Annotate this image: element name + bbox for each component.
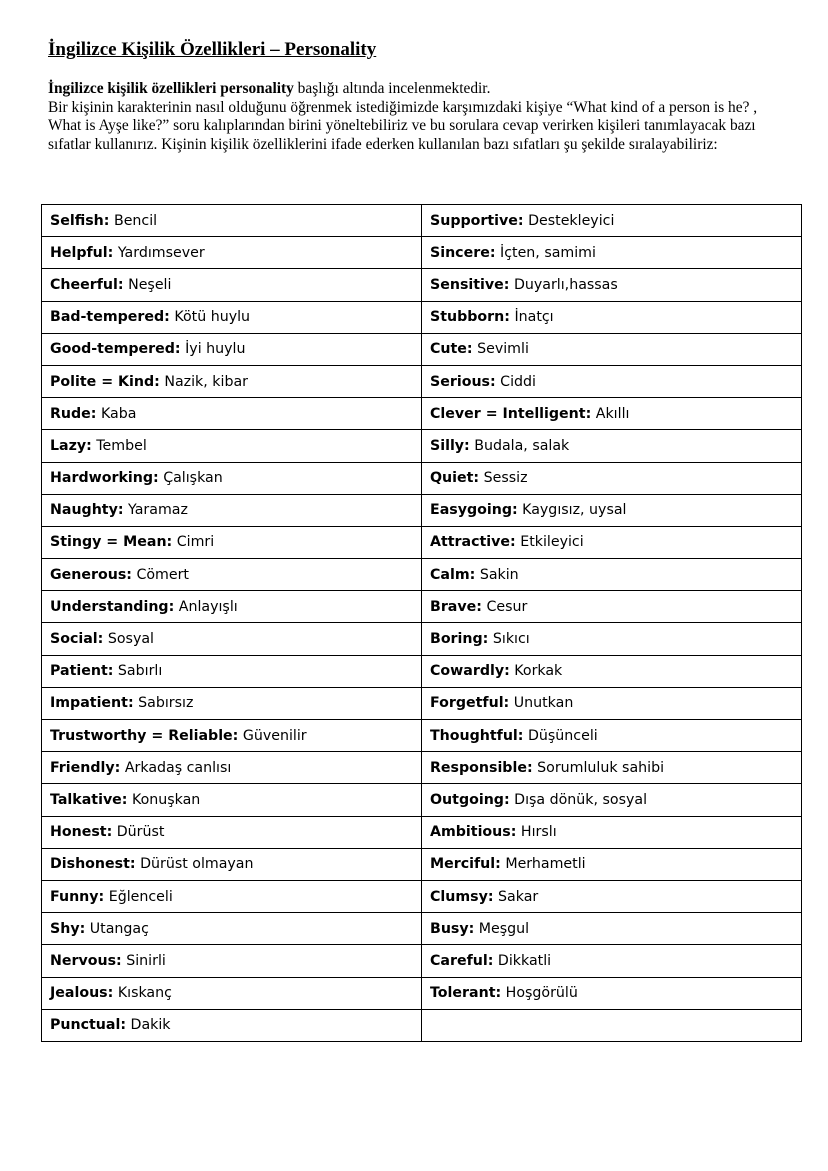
table-row xyxy=(42,430,802,462)
trait-meaning: Sabırlı xyxy=(113,663,163,680)
table-row xyxy=(42,301,802,333)
trait-meaning: İyi huylu xyxy=(180,341,246,358)
table-row xyxy=(42,848,802,880)
trait-term: Silly: xyxy=(430,437,470,454)
trait-cell xyxy=(42,559,422,591)
table-row xyxy=(42,365,802,397)
trait-cell xyxy=(42,205,422,237)
trait-meaning: Dürüst xyxy=(112,824,165,841)
trait-meaning: Utangaç xyxy=(85,920,149,937)
trait-meaning: Güvenilir xyxy=(238,727,307,744)
trait-meaning: Anlayışlı xyxy=(174,598,238,615)
trait-term: Sincere: xyxy=(430,244,496,261)
trait-cell xyxy=(422,365,802,397)
trait-meaning: Dikkatli xyxy=(493,952,552,969)
trait-term: Talkative: xyxy=(50,791,128,808)
trait-term: Ambitious: xyxy=(430,824,517,841)
trait-cell xyxy=(42,623,422,655)
trait-term: Cute: xyxy=(430,341,473,358)
trait-term: Easygoing: xyxy=(430,502,518,519)
trait-meaning: Duyarlı,hassas xyxy=(509,276,618,293)
trait-meaning: Nazik, kibar xyxy=(159,373,248,390)
trait-cell xyxy=(422,494,802,526)
trait-term: Stubborn: xyxy=(430,309,510,326)
trait-cell xyxy=(42,365,422,397)
trait-meaning: Kıskanç xyxy=(113,985,172,1002)
trait-meaning: Konuşkan xyxy=(127,791,201,808)
trait-meaning: Çalışkan xyxy=(158,470,223,487)
table-row xyxy=(42,816,802,848)
trait-term: Calm: xyxy=(430,566,476,583)
trait-term: Attractive: xyxy=(430,534,516,551)
trait-term: Friendly: xyxy=(50,759,121,776)
trait-term: Outgoing: xyxy=(430,791,510,808)
trait-meaning: Meşgul xyxy=(474,920,530,937)
trait-term: Generous: xyxy=(50,566,132,583)
trait-meaning: Kötü huylu xyxy=(169,309,251,326)
trait-term: Helpful: xyxy=(50,244,114,261)
trait-meaning: Yaramaz xyxy=(123,502,188,519)
trait-term: Stingy = Mean: xyxy=(50,534,173,551)
trait-cell xyxy=(42,687,422,719)
trait-term: Hardworking: xyxy=(50,470,159,487)
trait-cell xyxy=(42,720,422,752)
trait-cell xyxy=(422,269,802,301)
table-row xyxy=(42,784,802,816)
trait-term: Forgetful: xyxy=(430,695,510,712)
trait-term: Trustworthy = Reliable: xyxy=(50,727,239,744)
trait-meaning: Hırslı xyxy=(516,824,557,841)
trait-term: Shy: xyxy=(50,920,86,937)
trait-term: Selfish: xyxy=(50,212,110,229)
trait-term: Tolerant: xyxy=(430,985,502,1002)
trait-term: Naughty: xyxy=(50,502,124,519)
trait-term: Jealous: xyxy=(50,985,114,1002)
trait-term: Quiet: xyxy=(430,470,480,487)
trait-meaning: Etkileyici xyxy=(515,534,584,551)
trait-cell xyxy=(422,945,802,977)
trait-meaning: Sakin xyxy=(475,566,519,583)
trait-cell xyxy=(422,913,802,945)
trait-cell xyxy=(422,398,802,430)
page-title: İngilizce Kişilik Özellikleri – Personality xyxy=(48,39,377,60)
trait-term: Lazy: xyxy=(50,437,92,454)
trait-cell xyxy=(42,848,422,880)
table-row xyxy=(42,687,802,719)
trait-cell xyxy=(422,462,802,494)
trait-cell xyxy=(42,945,422,977)
trait-term: Understanding: xyxy=(50,598,175,615)
trait-term: Patient: xyxy=(50,663,114,680)
trait-meaning: Korkak xyxy=(509,663,563,680)
trait-meaning: Dakik xyxy=(126,1017,171,1034)
trait-term: Serious: xyxy=(430,373,496,390)
trait-term: Good-tempered: xyxy=(50,341,181,358)
trait-cell xyxy=(422,430,802,462)
trait-meaning: Akıllı xyxy=(591,405,630,422)
trait-cell xyxy=(422,816,802,848)
trait-cell xyxy=(42,398,422,430)
trait-term: Busy: xyxy=(430,920,475,937)
trait-cell xyxy=(42,752,422,784)
trait-meaning: İçten, samimi xyxy=(495,244,596,261)
trait-meaning: Neşeli xyxy=(123,276,172,293)
table-row xyxy=(42,720,802,752)
table-row xyxy=(42,623,802,655)
trait-cell xyxy=(42,494,422,526)
trait-cell xyxy=(422,559,802,591)
table-row xyxy=(42,977,802,1009)
table-row xyxy=(42,945,802,977)
trait-meaning: Eğlenceli xyxy=(104,888,173,905)
trait-cell xyxy=(42,430,422,462)
trait-term: Boring: xyxy=(430,631,489,648)
trait-meaning: Sorumluluk sahibi xyxy=(532,759,665,776)
trait-meaning: Destekleyici xyxy=(523,212,615,229)
trait-meaning: Hoşgörülü xyxy=(501,985,578,1002)
trait-term: Honest: xyxy=(50,824,113,841)
trait-term: Nervous: xyxy=(50,952,122,969)
table-row xyxy=(42,559,802,591)
trait-term: Thoughtful: xyxy=(430,727,524,744)
trait-cell xyxy=(42,880,422,912)
trait-cell xyxy=(422,655,802,687)
trait-meaning: Cesur xyxy=(481,598,528,615)
trait-term: Polite = Kind: xyxy=(50,373,160,390)
trait-meaning: Sıkıcı xyxy=(488,631,530,648)
trait-meaning: Dürüst olmayan xyxy=(135,856,254,873)
table-row xyxy=(42,205,802,237)
trait-cell xyxy=(422,752,802,784)
table-row xyxy=(42,462,802,494)
trait-cell xyxy=(422,301,802,333)
personality-traits-table xyxy=(41,204,802,1042)
intro-lead-rest: başlığı altında incelenmektedir. xyxy=(293,80,491,97)
trait-cell xyxy=(42,1009,422,1041)
trait-cell xyxy=(422,526,802,558)
trait-cell xyxy=(42,462,422,494)
trait-meaning: Merhametli xyxy=(500,856,586,873)
trait-cell xyxy=(42,333,422,365)
trait-meaning: İnatçı xyxy=(509,309,554,326)
trait-term: Sensitive: xyxy=(430,276,510,293)
trait-cell xyxy=(42,301,422,333)
table-row xyxy=(42,494,802,526)
trait-term: Cheerful: xyxy=(50,276,124,293)
trait-cell xyxy=(42,784,422,816)
trait-meaning: Cimri xyxy=(172,534,215,551)
table-row xyxy=(42,398,802,430)
trait-term: Brave: xyxy=(430,598,482,615)
trait-cell xyxy=(42,237,422,269)
trait-cell xyxy=(42,591,422,623)
table-row xyxy=(42,269,802,301)
intro-body: Bir kişinin karakterinin nasıl olduğunu öğrenmek istediğimizde karşımızdaki kişiye “What kind of a person is he? , What is Ayşe like?” soru kalıplarından birini yöneltebiliriz ve bu sorulara cevap verirken kişileri tanımlayacak bazı sıfatlar kullanırız. Kişinin kişilik özelliklerini ifade ederken kullanılan bazı sıfatları şu şekilde sıralayabiliriz: xyxy=(48,98,758,153)
trait-meaning: Sabırsız xyxy=(133,695,194,712)
trait-term: Impatient: xyxy=(50,695,134,712)
trait-meaning: Sevimli xyxy=(472,341,529,358)
trait-cell xyxy=(422,848,802,880)
trait-meaning: Unutkan xyxy=(509,695,574,712)
trait-cell xyxy=(422,237,802,269)
trait-cell xyxy=(422,1009,802,1041)
trait-meaning: Dışa dönük, sosyal xyxy=(509,791,648,808)
trait-meaning: Yardımsever xyxy=(113,244,205,261)
trait-meaning: Sinirli xyxy=(121,952,166,969)
table-row xyxy=(42,655,802,687)
trait-cell xyxy=(422,623,802,655)
trait-cell xyxy=(422,784,802,816)
trait-cell xyxy=(422,591,802,623)
trait-cell xyxy=(422,333,802,365)
trait-cell xyxy=(42,655,422,687)
trait-term: Punctual: xyxy=(50,1017,127,1034)
trait-meaning: Arkadaş canlısı xyxy=(120,759,232,776)
trait-meaning: Kaygısız, uysal xyxy=(517,502,627,519)
trait-meaning: Ciddi xyxy=(495,373,536,390)
trait-term: Dishonest: xyxy=(50,856,136,873)
intro-paragraph xyxy=(48,80,793,154)
trait-term: Rude: xyxy=(50,405,97,422)
trait-meaning: Tembel xyxy=(91,437,147,454)
table-row xyxy=(42,237,802,269)
trait-cell xyxy=(422,720,802,752)
table-row xyxy=(42,752,802,784)
trait-cell xyxy=(422,880,802,912)
table-row xyxy=(42,333,802,365)
trait-meaning: Sessiz xyxy=(479,470,528,487)
trait-term: Supportive: xyxy=(430,212,524,229)
trait-term: Social: xyxy=(50,631,104,648)
traits-table-body xyxy=(42,205,802,1042)
trait-cell xyxy=(42,269,422,301)
trait-cell xyxy=(42,977,422,1009)
trait-term: Merciful: xyxy=(430,856,501,873)
trait-meaning: Düşünceli xyxy=(523,727,598,744)
trait-cell xyxy=(42,526,422,558)
table-row xyxy=(42,591,802,623)
table-row xyxy=(42,526,802,558)
trait-cell xyxy=(42,913,422,945)
trait-term: Careful: xyxy=(430,952,494,969)
table-row xyxy=(42,880,802,912)
trait-meaning: Sosyal xyxy=(103,631,154,648)
trait-meaning: Sakar xyxy=(493,888,539,905)
intro-lead-bold: İngilizce kişilik özellikleri personality xyxy=(48,80,294,97)
trait-term: Clumsy: xyxy=(430,888,494,905)
trait-term: Cowardly: xyxy=(430,663,510,680)
table-row xyxy=(42,913,802,945)
trait-cell xyxy=(422,977,802,1009)
trait-meaning: Budala, salak xyxy=(469,437,570,454)
trait-cell xyxy=(422,687,802,719)
table-row xyxy=(42,1009,802,1041)
trait-term: Bad-tempered: xyxy=(50,309,170,326)
trait-meaning: Kaba xyxy=(96,405,137,422)
trait-term: Responsible: xyxy=(430,759,533,776)
trait-cell xyxy=(42,816,422,848)
trait-meaning: Cömert xyxy=(131,566,189,583)
trait-term: Funny: xyxy=(50,888,105,905)
trait-term: Clever = Intelligent: xyxy=(430,405,592,422)
trait-meaning: Bencil xyxy=(109,212,158,229)
trait-cell xyxy=(422,205,802,237)
